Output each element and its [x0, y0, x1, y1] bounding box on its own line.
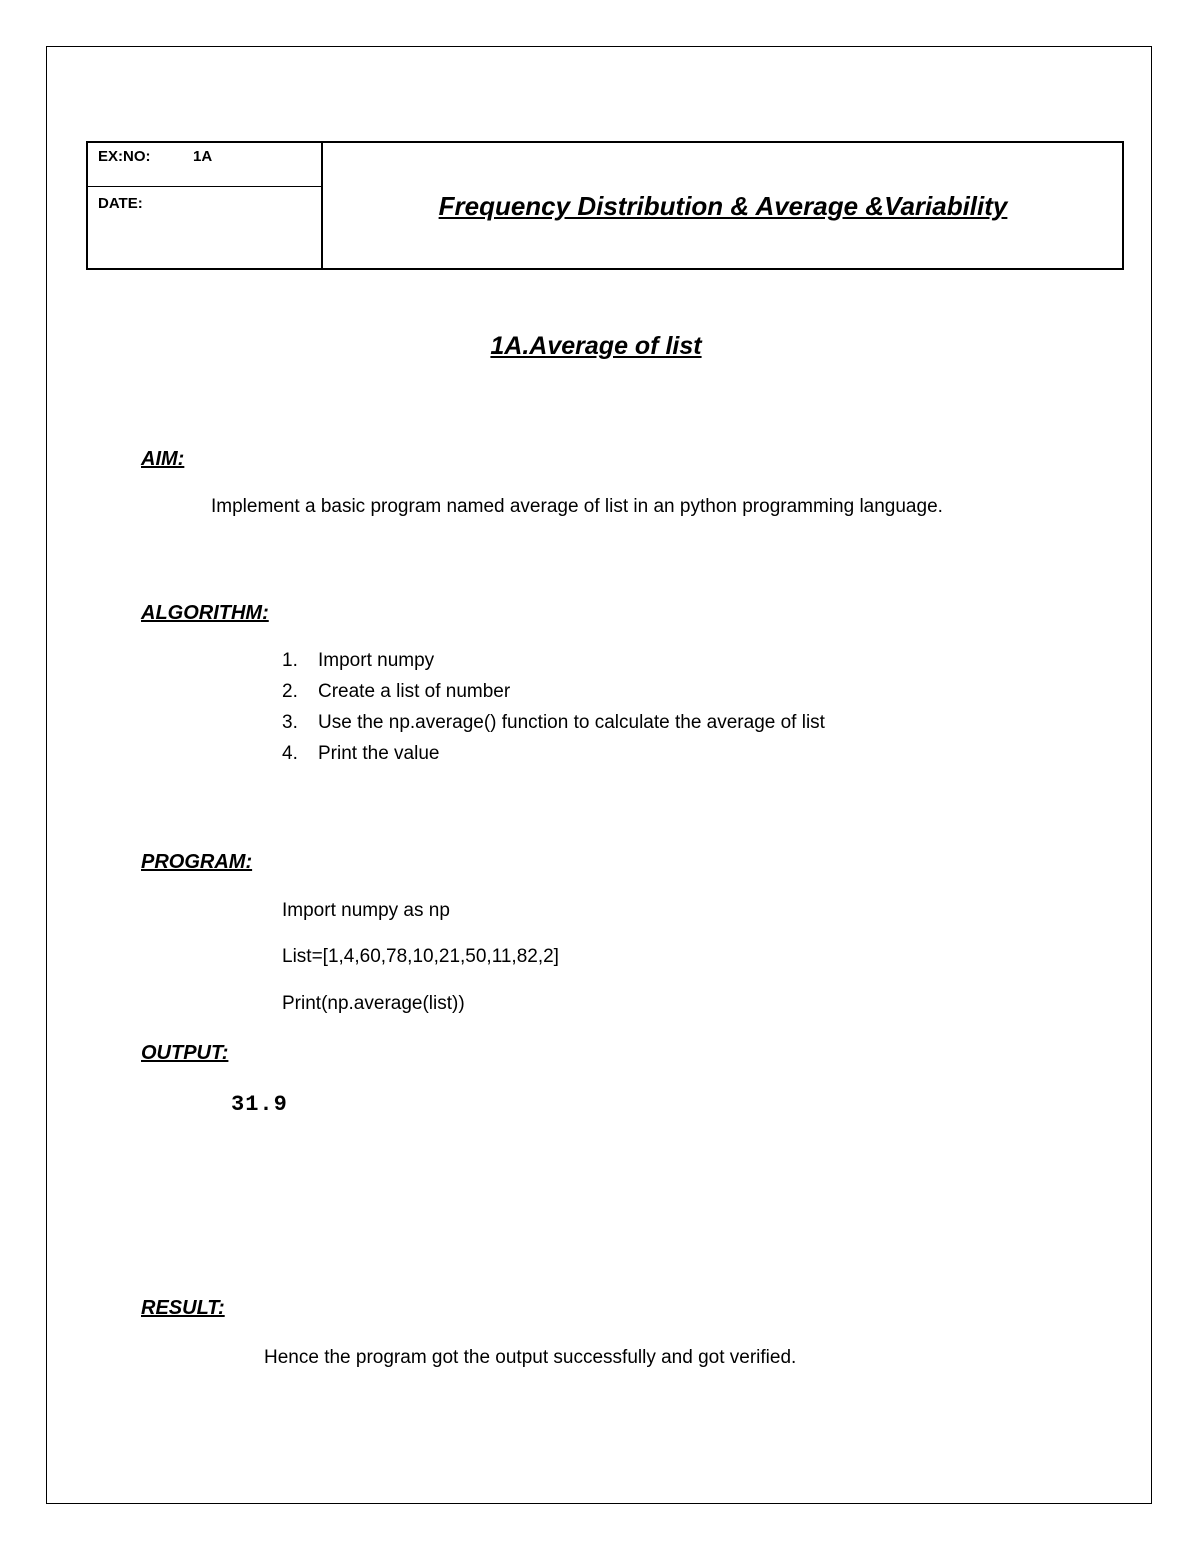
output-heading: OUTPUT:	[141, 1042, 229, 1064]
algorithm-list	[282, 650, 825, 774]
algorithm-step	[282, 650, 825, 681]
date-label: DATE:	[98, 195, 143, 212]
header-left-cell	[88, 143, 323, 268]
result-heading: RESULT:	[141, 1297, 225, 1319]
algorithm-step	[282, 712, 825, 743]
program-line: List=[1,4,60,78,10,21,50,11,82,2]	[282, 946, 559, 967]
step-text: Use the np.average() function to calculate the average of list	[318, 712, 825, 733]
step-number: 1.	[282, 650, 298, 671]
step-text: Print the value	[318, 743, 440, 764]
step-text: Import numpy	[318, 650, 435, 671]
step-text: Create a list of number	[318, 681, 511, 702]
section-title: 1A.Average of list	[490, 332, 702, 360]
program-heading: PROGRAM:	[141, 851, 253, 873]
output-value: 31.9	[231, 1092, 288, 1117]
document-title: Frequency Distribution & Average &Variability	[438, 191, 1008, 221]
algorithm-heading: ALGORITHM:	[141, 602, 269, 624]
result-text: Hence the program got the output successfully and got verified.	[264, 1347, 797, 1368]
exno-label: EX:NO:	[98, 148, 151, 165]
exno-row	[88, 143, 321, 187]
algorithm-step	[282, 681, 825, 712]
program-line: Print(np.average(list))	[282, 993, 465, 1014]
step-number: 2.	[282, 681, 298, 702]
aim-heading: AIM:	[141, 448, 185, 470]
algorithm-step	[282, 743, 825, 774]
program-line: Import numpy as np	[282, 900, 450, 921]
header-table	[86, 141, 1124, 270]
aim-text: Implement a basic program named average of list in an python programming language.	[211, 496, 943, 517]
step-number: 4.	[282, 743, 298, 764]
step-number: 3.	[282, 712, 298, 733]
exno-value: 1A	[193, 148, 213, 165]
